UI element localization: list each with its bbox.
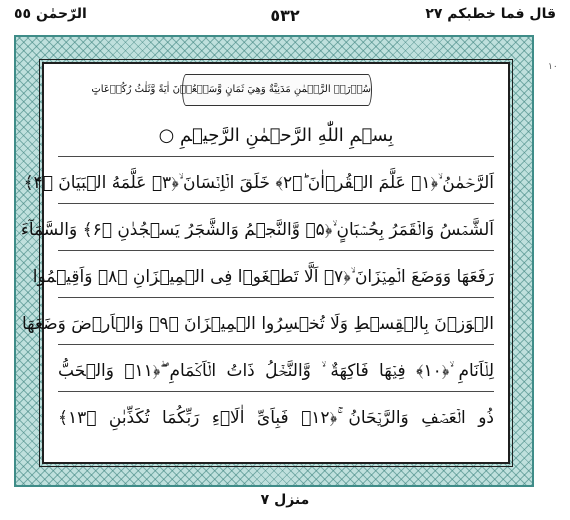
- verse-line: رَفَعَهَا وَوَضَعَ الۡمِيۡزَانَ ۙ﴿۷﴾ اَلَّا تَطۡغَوۡا فِى الۡمِيۡزَانِ ﴿۸﴾ وَاَقِيۡمُوا: [58, 257, 494, 298]
- verse-line: اَلرَّحۡمٰنُ ۙ﴿۱﴾ عَلَّمَ الۡقُرۡاٰنَ ؕ﴿۲﴾ خَلَقَ الۡاِنۡسَانَ ۙ﴿۳﴾ عَلَّمَهُ الۡبَيَانَ ﴿۴﴾: [58, 163, 494, 204]
- surah-banner: [91, 74, 372, 106]
- surah-header: الرّحمٰن ٥٥: [14, 6, 87, 22]
- bismillah-line: بِسۡمِ اللّٰهِ الرَّحۡمٰنِ الرَّحِيۡمِ ○: [58, 116, 494, 157]
- manzil-footer: منزل ٧: [260, 492, 310, 508]
- verse-line: لِلۡاَنَامِ ۙ﴿۱۰﴾ فِيۡهَا فَاكِهَةٌ ۙ وَّالنَّخۡلُ ذَاتُ الۡاَكۡمَامِ ۖ﴿۱۱﴾ وَالۡحَبُّ: [58, 351, 494, 392]
- surah-banner-text: سُوۡرَۃُ الرَّحۡمٰنِ مَدَنِيَّةٌ وَهِيَ ثَمَانٍ وَّسَبۡعُوۡنَ اٰيَةً وَّثَلٰثُ رُكُوۡعَاتٍ: [91, 84, 371, 95]
- verse-line: الۡوَزۡنَ بِالۡقِسۡطِ وَلَا تُخۡسِرُوا الۡمِيۡزَانَ ﴿۹﴾ وَالۡاَرۡضَ وَضَعَهَا: [58, 304, 494, 345]
- juz-header: قال فما خطبكم ٢٧: [425, 6, 556, 22]
- verse-line: اَلشَّمۡسُ وَالۡقَمَرُ بِحُسۡبَانٍ ۙ﴿۵﴾ وَّالنَّجۡمُ وَالشَّجَرُ يَسۡجُدٰنِ ﴿۶﴾ وَالسَّمَآءَ: [58, 210, 494, 251]
- page-number: ٥٣٢: [270, 6, 300, 25]
- ornamental-border: [14, 35, 534, 487]
- text-panel: [20, 62, 510, 464]
- side-mark: ١٠: [548, 62, 558, 72]
- verse-line: ذُو الۡعَصۡفِ وَالرَّيۡحَانُ ۚ﴿۱۲﴾ فَبِاَىِّ اٰلَاۤءِ رَبِّكُمَا تُكَذِّبٰنِ ﴿۱۳﴾: [58, 408, 494, 428]
